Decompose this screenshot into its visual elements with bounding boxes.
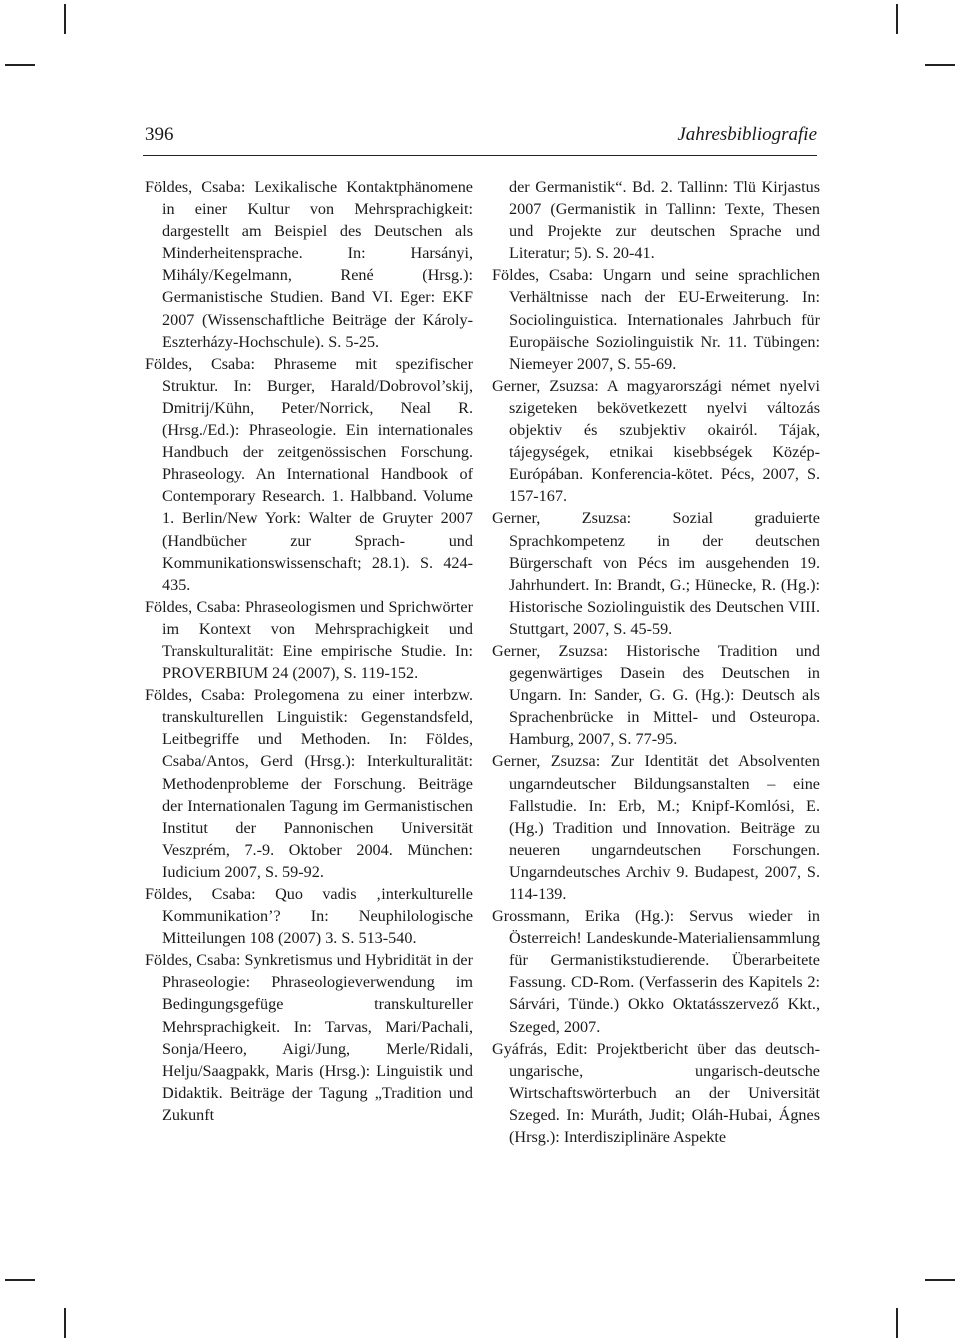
bibliography-entry: Földes, Csaba: Phraseologismen und Sprichwörter im Kontext von Mehrsprachigkeit und Transkulturalität: Eine empirische Studie. In: PROVERBIUM 24 (2007), S. 119-152. [145, 597, 473, 683]
crop-mark [5, 64, 35, 66]
header-rule [143, 155, 817, 156]
bibliography-entry: Gerner, Zsuzsa: A magyarországi német nyelvi szigeteken bekövetkezett nyelvi változás objektiv és szubjektiv okairól. Tájak, tájegységek, etnikai kisebbségek Közép-Európában. Konferencia-kötet. Pécs, 2007, S. 157-167. [492, 376, 820, 506]
page-number: 396 [145, 124, 174, 145]
bibliography-entry: Földes, Csaba: Prolegomena zu einer interbzw. transkulturellen Linguistik: Gegenstandsfeld, Leitbegriffe und Methoden. In: Földes, Csaba/Antos, Gerd (Hrsg.): Interkulturalität: Methodenprobleme der Forschung. Beiträge der Internationalen Tagung im Germanistischen Institut der Pannonischen Universität Veszprém, 7.-9. Oktober 2004. München: Iudicium 2007, S. 59-92. [145, 686, 473, 881]
crop-mark [925, 64, 955, 66]
crop-mark [64, 4, 66, 34]
bibliography-entry: Földes, Csaba: Ungarn und seine sprachlichen Verhältnisse nach der EU-Erweiterung. In: Sociolinguistica. Internationales Jahrbuch für Europäische Soziolinguistik Nr. 11. Tübingen: Niemeyer 2007, S. 55-69. [492, 266, 820, 373]
crop-mark [896, 1308, 898, 1338]
bibliography-entry: Földes, Csaba: Quo vadis ‚interkulturelle Kommunikation’? In: Neuphilologische Mitteilungen 108 (2007) 3. S. 513-540. [145, 885, 473, 948]
crop-mark [896, 4, 898, 34]
bibliography-entry: Gerner, Zsuzsa: Historische Tradition und gegenwärtiges Dasein des Deutschen in Ungarn. In: Sander, G. G. (Hg.): Deutsch als Sprachenbrücke in Mittel- und Osteuropa. Hamburg, 2007, S. 77-95. [492, 641, 820, 749]
left-column [145, 176, 473, 1126]
bibliography-entry: Földes, Csaba: Lexikalische Kontaktphänomene in einer Kultur von Mehrsprachigkeit: dargestellt am Beispiel des Deutschen als Minderheitensprache. In: Harsányi, Mihály/Kegelmann, René (Hrsg.): Germanistische Studien. Band VI. Eger: EKF 2007 (Wissenschaftliche Beiträge der Károly-Eszterházy-Hochschule). S. 5-25. [145, 178, 473, 351]
crop-mark [64, 1308, 66, 1338]
bibliography-entry: Földes, Csaba: Phraseme mit spezifischer Struktur. In: Burger, Harald/Dobrovol’skij, Dmitrij/Kühn, Peter/Norrick, Neal R. (Hrsg./Ed.): Phraseologie. Ein internationales Handbuch der zeitgenössischen Forschung. Phraseology. An International Handbook of Contemporary Research. 1. Halbband. Volume 1. Berlin/New York: Walter de Gruyter 2007 (Handbücher zur Sprach- und Kommunikationswissenschaft; 28.1). S. 424-435. [145, 354, 473, 594]
crop-mark [925, 1279, 955, 1281]
bibliography-entry-continuation: der Germanistik“. Bd. 2. Tallinn: Tlü Kirjastus 2007 (Germanistik in Tallinn: Texte, Thesen und Projekte zur deutschen Sprache und Literatur; 5). S. 20-41. [509, 178, 820, 263]
running-head: Jahresbibliografie [677, 124, 817, 145]
bibliography-entry: Grossmann, Erika (Hg.): Servus wieder in Österreich! Landeskunde-Materialiensammlung für Germanistikstudierende. Überarbeitete Fassung. CD-Rom. (Verfasserin des Kapitels 2: Sárvári, Tünde.) Okko Oktatásszervező Kkt., Szeged, 2007. [492, 907, 820, 1036]
crop-mark [5, 1279, 35, 1281]
right-column [492, 176, 820, 1148]
bibliography-entry: Gerner, Zsuzsa: Sozial graduierte Sprachkompetenz in der deutschen Bürgerschaft von Pécs im ausgehenden 19. Jahrhundert. In: Brandt, G.; Hünecke, R. (Hg.): Historische Soziolinguistik des Deutschen VIII. Stuttgart, 2007, S. 45-59. [492, 509, 820, 638]
bibliography-entry: Gerner, Zsuzsa: Zur Identität det Absolventen ungarndeutscher Bildungsanstalten – eine Fallstudie. In: Erb, M.; Knipf-Komlósi, E. (Hg.) Tradition und Innovation. Beiträge zu neueren ungarndeutschen Forschungen. Ungarndeutsches Archiv 9. Budapest, 2007, S. 114-139. [492, 752, 820, 903]
bibliography-entry: Földes, Csaba: Synkretismus und Hybridität in der Phraseologie: Phraseologieverwendung im Bedingungsgefüge transkultureller Mehrsprachigkeit. In: Tarvas, Mari/Pachali, Sonja/Heero, Aigi/Jung, Merle/Ridali, Helju/Saagpakk, Maris (Hrsg.): Linguistik und Didaktik. Beiträge der Tagung „Tradition und Zukunft [145, 951, 473, 1124]
page-header [143, 124, 817, 148]
bibliography-entry: Gyáfrás, Edit: Projektbericht über das deutsch-ungarische, ungarisch-deutsche Wirtschaftswörterbuch an der Universität Szeged. In: Muráth, Judit; Oláh-Hubai, Ágnes (Hrsg.): Interdisziplinäre Aspekte [492, 1039, 820, 1147]
